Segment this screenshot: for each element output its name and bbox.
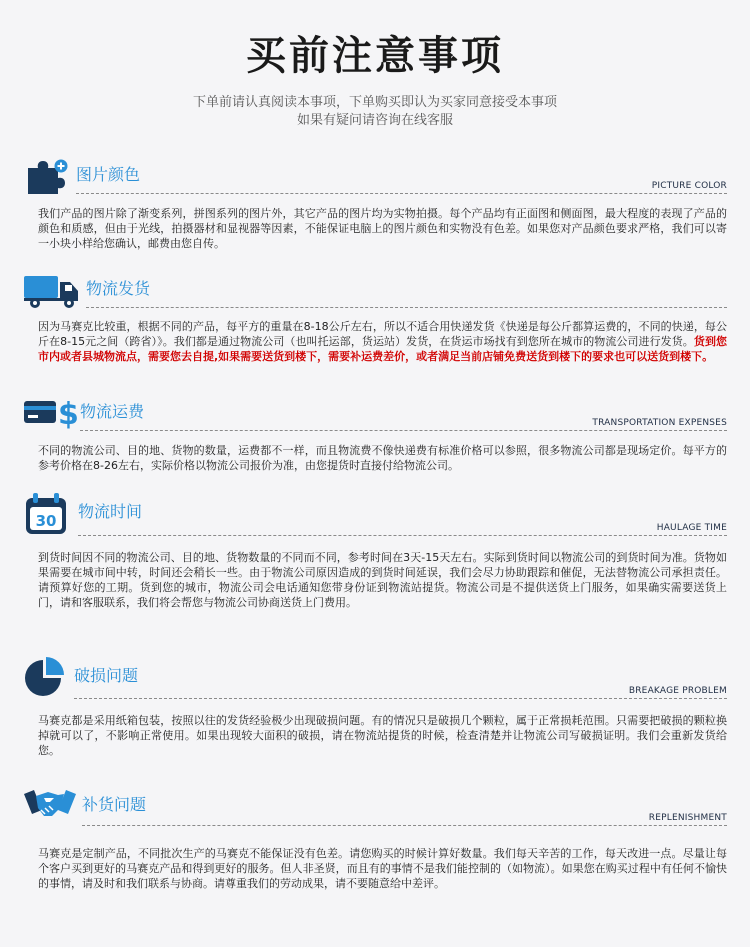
section-body: 我们产品的图片除了渐变系列，拼图系列的图片外，其它产品的图片均为实物拍摄。每个产品均有正面图和侧面图，最大程度的表现了产品的颜色和质感，但由于光线，拍摄器材和显视器等因素，不能保证电脑上的图片颜色和实物没有色差。如果您对产品颜色要求严格，我们可以寄一小块小样给您确认，邮费由您自传。 [38, 207, 727, 250]
page-subtitle-contact: 如果有疑问请咨询在线客服 [296, 113, 453, 128]
section-title: 图片颜色 [76, 165, 141, 184]
handshake-icon [24, 786, 80, 824]
section-transport-expenses [24, 395, 727, 473]
section-title: 物流发货 [86, 279, 151, 298]
section-replenishment [24, 786, 727, 891]
svg-text:$: $ [58, 397, 79, 429]
money-icon [24, 395, 80, 429]
page-header [0, 28, 750, 130]
shipping-warning: 货到您市内或者县城物流点，需要您去自提,如果需要送货到楼下，需要补运费差价，或者满足当前店铺免费送货到楼下的要求也可以送货到楼下。 [38, 335, 728, 363]
section-en-label: TRANSPORTATION EXPENSES [592, 418, 727, 428]
section-picture-color [24, 158, 727, 251]
section-divider [82, 825, 727, 826]
page-title: 买前注意事项 [246, 33, 504, 79]
section-en-label: BREAKAGE PROBLEM [628, 686, 727, 696]
section-divider [86, 307, 727, 308]
section-divider [74, 698, 727, 699]
page-subtitle: 下单前请认真阅读本事项，下单购买即认为买家同意接受本事项 [192, 95, 557, 110]
puzzle-icon [24, 158, 80, 192]
section-title: 物流运费 [80, 402, 145, 421]
section-body: 马赛克都是采用纸箱包装，按照以往的发货经验极少出现破损问题。有的情况只是破损几个颗粒，属于正常损耗范围。只需要把破损的颗粒换掉就可以了，不影响正常使用。如果出现较大面积的破损，请在物流站提货的时候，检查清楚并让物流公司写破损证明。我们会重新发货给您。 [38, 714, 727, 757]
section-body: 马赛克是定制产品，不同批次生产的马赛克不能保证没有色差。请您购买的时候计算好数量。我们每天辛苦的工作，每天改进一点。尽量让每个客户买到更好的马赛克产品和得到更好的服务。但人非圣贤，而且有的事情不是我们能控制的（如物流）。如果您在购买过程中有任何不愉快的事情，请及时和我们联系与协商。请尊重我们的劳动成果，请不要随意给中差评。 [38, 847, 727, 890]
section-title: 物流时间 [78, 502, 143, 521]
pie-chart-icon [24, 657, 80, 697]
section-haulage-time [24, 492, 727, 610]
section-divider [80, 430, 727, 431]
section-en-label: REPLENISHMENT [648, 813, 727, 823]
section-shipping [24, 272, 727, 364]
section-body: 到货时间因不同的物流公司、目的地、货物数量的不同而不同，参考时间在3天-15天左右。实际到货时间以物流公司的到货时间为准。货物如果需要在城市间中转，时间还会稍长一些。由于物流公司原因造成的到货时间延误，我们会尽力协助跟踪和催促，无法替物流公司承担责任。请预算好您的工期。货到您的城市，物流公司会电话通知您带身份证到物流站提货。物流公司是不提供送货上门服务，如果确实需要送货上门，请和客服联系，我们将会帮您与物流公司协商送货上门费用。 [38, 551, 727, 609]
calendar-icon [24, 492, 80, 534]
section-en-label: HAULAGE TIME [656, 523, 727, 533]
section-divider [76, 193, 727, 194]
section-body-text: 因为马赛克比较重，根据不同的产品，每平方的重量在8-18公斤左右，所以不适合用快递发货《快递是每公斤都算运费的，不同的快递，每公斤在8-15元之间（跨省）》。我们都是通过物流公司（也叫托运部，货运站）发货，在货运市场找有到您所在城市的物流公司进行发货。 [38, 320, 727, 348]
truck-icon [24, 272, 80, 306]
section-body [24, 319, 727, 364]
calendar-icon-day: 30 [35, 512, 57, 530]
section-body: 不同的物流公司、目的地、货物的数量，运费都不一样，而且物流费不像快递费有标准价格可以参照，很多物流公司都是现场定价。每平方的参考价格在8-26左右，实际价格以物流公司报价为准，由您提货时直接付给物流公司。 [38, 444, 727, 472]
section-title: 补货问题 [82, 795, 147, 814]
section-divider [78, 535, 727, 536]
section-breakage [24, 657, 727, 758]
section-title: 破损问题 [74, 666, 139, 685]
section-en-label: PICTURE COLOR [651, 181, 727, 191]
